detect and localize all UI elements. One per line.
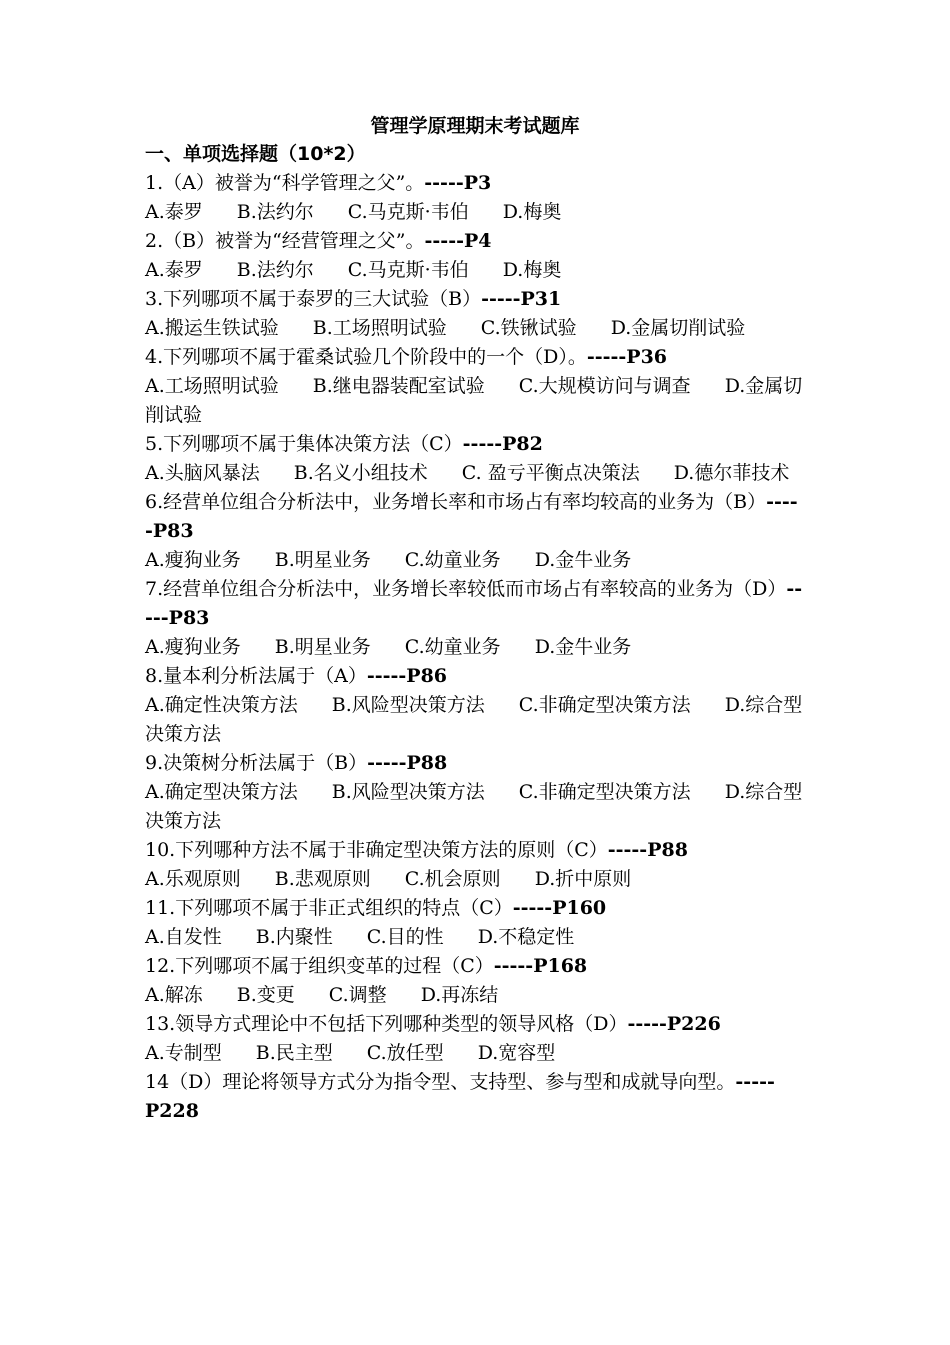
option-a: A.自发性: [145, 926, 222, 948]
option-b: B.风险型决策方法: [331, 694, 485, 716]
question-stem: [145, 952, 805, 981]
option-d: D.折中原则: [534, 868, 632, 890]
question-stem: [145, 749, 805, 778]
option-d: D.综合型决策方法: [145, 694, 803, 745]
question-text: 13.领导方式理论中不包括下列哪种类型的领导风格（D）: [145, 1013, 628, 1035]
question-text: 10.下列哪种方法不属于非确定型决策方法的原则（C）: [145, 839, 608, 861]
page-reference: -----P88: [607, 839, 688, 861]
option-c: C.放任型: [366, 1042, 444, 1064]
option-c: C.马克斯·韦伯: [347, 201, 469, 223]
question-text: 6.经营单位组合分析法中，业务增长率和市场占有率均较高的业务为（B）: [145, 491, 767, 513]
page-reference: -----P31: [481, 288, 562, 310]
option-b: B.工场照明试验: [312, 317, 447, 339]
question-text: 9.决策树分析法属于（B）: [145, 752, 368, 774]
option-line: [145, 256, 805, 285]
page-reference: -----P4: [424, 230, 492, 252]
option-b: B.民主型: [255, 1042, 333, 1064]
question-text: 12.下列哪项不属于组织变革的过程（C）: [145, 955, 494, 977]
option-c: C.非确定型决策方法: [518, 694, 691, 716]
option-c: C.幼童业务: [404, 636, 501, 658]
option-line: [145, 459, 805, 488]
option-a: A.工场照明试验: [145, 375, 279, 397]
option-c: C.目的性: [366, 926, 444, 948]
option-d: D.不稳定性: [477, 926, 575, 948]
option-a: A.确定型决策方法: [145, 781, 298, 803]
page-reference: -----P83: [145, 491, 798, 542]
page-reference: -----P82: [462, 433, 543, 455]
option-a: A.乐观原则: [145, 868, 241, 890]
option-a: A.瘦狗业务: [145, 636, 241, 658]
option-d: D.宽容型: [477, 1042, 556, 1064]
option-d: D.综合型决策方法: [145, 781, 803, 832]
option-d: D.再冻结: [420, 984, 499, 1006]
option-c: C.机会原则: [404, 868, 501, 890]
option-line: [145, 372, 805, 430]
section-heading: 一、单项选择题（10*2）: [145, 143, 366, 165]
page-reference: -----P226: [627, 1013, 721, 1035]
option-d: D.梅奥: [502, 259, 562, 281]
option-line: [145, 1039, 805, 1068]
question-stem: [145, 1010, 805, 1039]
option-a: A.搬运生铁试验: [145, 317, 279, 339]
page-reference: -----P88: [367, 752, 448, 774]
question-text: 14（D）理论将领导方式分为指令型、支持型、参与型和成就导向型。: [145, 1071, 736, 1093]
option-b: B.法约尔: [236, 259, 314, 281]
question-stem: [145, 1068, 805, 1126]
option-d: D.金属切削试验: [610, 317, 746, 339]
option-a: A.瘦狗业务: [145, 549, 241, 571]
option-b: B.法约尔: [236, 201, 314, 223]
option-a: A.泰罗: [145, 259, 203, 281]
option-a: A.头脑风暴法: [145, 462, 260, 484]
question-stem: [145, 894, 805, 923]
question-text: 8.量本利分析法属于（A）: [145, 665, 367, 687]
option-c: C.幼童业务: [404, 549, 501, 571]
document-title: 管理学原理期末考试题库: [370, 115, 580, 137]
option-b: B.名义小组技术: [293, 462, 428, 484]
option-c: C.调整: [328, 984, 387, 1006]
option-line: [145, 865, 805, 894]
question-stem: [145, 488, 805, 546]
option-b: B.继电器装配室试验: [312, 375, 485, 397]
question-stem: [145, 575, 805, 633]
option-a: A.解冻: [145, 984, 203, 1006]
document-body: [145, 140, 805, 1126]
option-b: B.内聚性: [255, 926, 333, 948]
question-text: 1.（A）被誉为“科学管理之父”。: [145, 172, 425, 194]
option-c: C.非确定型决策方法: [518, 781, 691, 803]
option-d: D.梅奥: [502, 201, 562, 223]
option-c: C. 盈亏平衡点决策法: [461, 462, 640, 484]
page-reference: -----P228: [145, 1071, 775, 1122]
option-line: [145, 981, 805, 1010]
option-b: B.变更: [236, 984, 295, 1006]
option-line: [145, 923, 805, 952]
question-text: 11.下列哪项不属于非正式组织的特点（C）: [145, 897, 513, 919]
option-line: [145, 633, 805, 662]
option-line: [145, 198, 805, 227]
option-d: D.金牛业务: [534, 549, 632, 571]
question-stem: [145, 662, 805, 691]
option-c: C.铁锹试验: [480, 317, 577, 339]
option-c: C.大规模访问与调查: [518, 375, 691, 397]
option-line: [145, 546, 805, 575]
page-reference: -----P160: [512, 897, 607, 919]
option-b: B.明星业务: [274, 549, 371, 571]
question-stem: [145, 836, 805, 865]
question-stem: [145, 285, 805, 314]
option-c: C.马克斯·韦伯: [347, 259, 469, 281]
page-reference: -----P3: [424, 172, 492, 194]
option-b: B.悲观原则: [274, 868, 371, 890]
option-b: B.明星业务: [274, 636, 371, 658]
question-stem: [145, 169, 805, 198]
question-text: 4.下列哪项不属于霍桑试验几个阶段中的一个（D）。: [145, 346, 587, 368]
page-reference: -----P83: [145, 578, 803, 629]
option-a: A.确定性决策方法: [145, 694, 298, 716]
option-line: [145, 691, 805, 749]
question-text: 5.下列哪项不属于集体决策方法（C）: [145, 433, 463, 455]
option-d: D.德尔菲技术: [673, 462, 790, 484]
page-reference: -----P168: [493, 955, 588, 977]
option-d: D.金牛业务: [534, 636, 632, 658]
option-d: D.金属切削试验: [145, 375, 803, 426]
question-text: 3.下列哪项不属于泰罗的三大试验（B）: [145, 288, 482, 310]
question-text: 7.经营单位组合分析法中，业务增长率较低而市场占有率较高的业务为（D）: [145, 578, 787, 600]
question-stem: [145, 227, 805, 256]
option-line: [145, 778, 805, 836]
page-reference: -----P86: [366, 665, 448, 687]
question-stem: [145, 430, 805, 459]
page-reference: -----P36: [586, 346, 668, 368]
question-list: [145, 169, 805, 1126]
option-a: A.专制型: [145, 1042, 222, 1064]
option-a: A.泰罗: [145, 201, 203, 223]
option-line: [145, 314, 805, 343]
question-text: 2.（B）被誉为“经营管理之父”。: [145, 230, 425, 252]
option-b: B.风险型决策方法: [331, 781, 485, 803]
question-stem: [145, 343, 805, 372]
